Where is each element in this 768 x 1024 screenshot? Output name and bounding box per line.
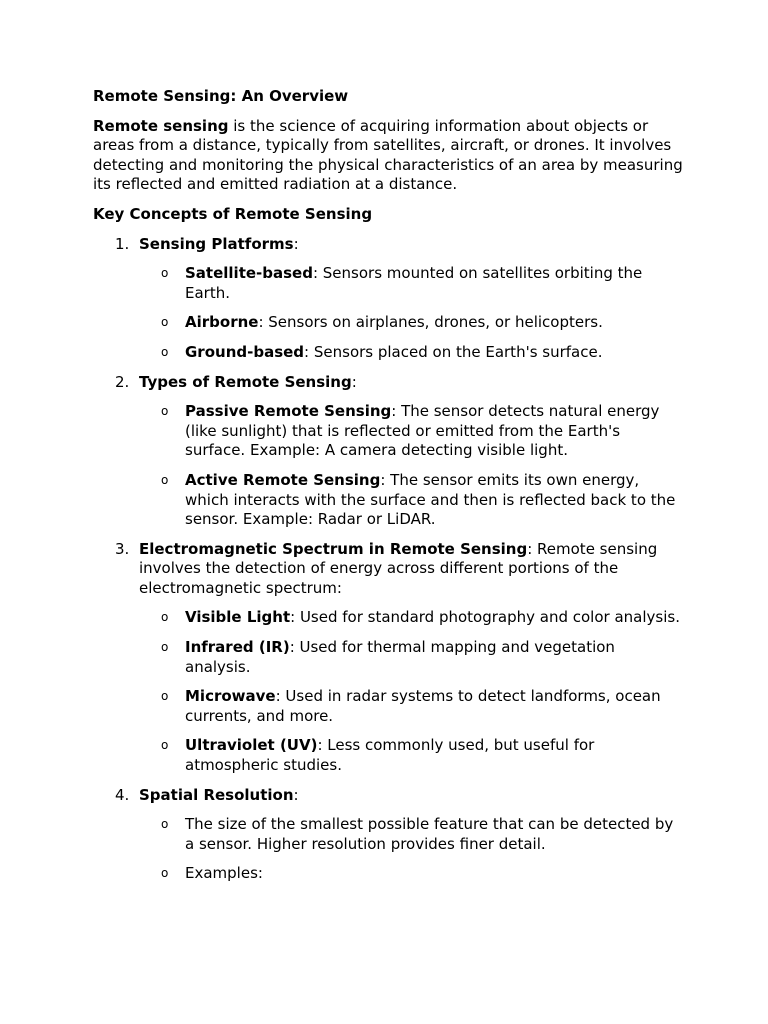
sub-list bbox=[139, 402, 683, 530]
sub-item-term: Active Remote Sensing bbox=[185, 470, 381, 489]
bullet-icon: o bbox=[161, 404, 169, 419]
sub-list-item bbox=[139, 313, 683, 333]
concept-text: : bbox=[293, 234, 299, 253]
bullet-icon: o bbox=[161, 344, 169, 359]
bullet-icon: o bbox=[161, 610, 169, 625]
concept-heading bbox=[139, 373, 683, 393]
sub-item-text: : Used in radar systems to detect landforms, ocean currents, and more. bbox=[185, 687, 661, 725]
concept-text: : bbox=[293, 785, 299, 804]
concept-number: 3. bbox=[115, 539, 130, 558]
sub-item-text: : Used for standard photography and color analysis. bbox=[290, 608, 680, 627]
concept-title: Types of Remote Sensing bbox=[139, 372, 352, 391]
sub-item-text: Examples: bbox=[185, 864, 263, 883]
sub-list-item bbox=[139, 638, 683, 677]
concept-number: 2. bbox=[115, 372, 130, 391]
sub-item-term: Airborne bbox=[185, 313, 259, 332]
intro-text: is the science of acquiring information about objects or areas from a distance, typically from satellites, aircraft, or drones. It involves detecting and monitoring the physical characteristics of an area by measuring its reflected and emitted radiation at a distance. bbox=[93, 116, 683, 194]
sub-list bbox=[139, 264, 683, 362]
sub-item-text: : Sensors placed on the Earth's surface. bbox=[304, 342, 603, 361]
sub-item-term: Visible Light bbox=[185, 608, 291, 627]
intro-term: Remote sensing bbox=[93, 116, 229, 135]
sub-list bbox=[139, 815, 683, 884]
sub-item-term: Satellite-based bbox=[185, 264, 313, 283]
concept-heading bbox=[139, 540, 683, 599]
document-title: Remote Sensing: An Overview bbox=[93, 87, 349, 105]
sub-item-term: Passive Remote Sensing bbox=[185, 402, 392, 421]
sub-item-text: The size of the smallest possible feature that can be detected by a sensor. Higher resolution provides finer detail. bbox=[185, 815, 674, 853]
sub-item-text: : Used for thermal mapping and vegetation analysis. bbox=[185, 638, 615, 676]
document-content bbox=[93, 87, 683, 894]
bullet-icon: o bbox=[161, 817, 169, 832]
sub-list-item bbox=[139, 264, 683, 303]
bullet-icon: o bbox=[161, 472, 169, 487]
sub-item-text: : The sensor emits its own energy, which interacts with the surface and then is reflected back to the sensor. Example: Radar or LiDAR. bbox=[185, 470, 676, 529]
bullet-icon: o bbox=[161, 866, 169, 881]
concept-text: : Remote sensing involves the detection of energy across different portions of the electromagnetic spectrum: bbox=[139, 539, 658, 597]
sub-item-text: : Less commonly used, but useful for atmospheric studies. bbox=[185, 736, 595, 775]
concept-title: Sensing Platforms bbox=[139, 234, 294, 253]
bullet-icon: o bbox=[161, 315, 169, 330]
sub-list bbox=[139, 608, 683, 775]
sub-item-text: : The sensor detects natural energy (like sunlight) that is reflected or emitted from the Earth's surface. Example: A camera detecting visible light. bbox=[185, 402, 660, 460]
concept-number: 1. bbox=[115, 234, 130, 253]
intro-paragraph bbox=[93, 117, 683, 195]
sub-list-item bbox=[139, 343, 683, 363]
sub-list-item bbox=[139, 608, 683, 628]
bullet-icon: o bbox=[161, 640, 169, 655]
concept-item bbox=[93, 786, 683, 884]
sub-item-text: : Sensors on airplanes, drones, or helicopters. bbox=[258, 313, 603, 332]
sub-item-term: Ground-based bbox=[185, 342, 305, 361]
sub-list-item bbox=[139, 815, 683, 854]
concept-text: : bbox=[351, 372, 357, 391]
sub-list-item bbox=[139, 736, 683, 775]
sub-item-term: Ultraviolet (UV) bbox=[185, 736, 318, 755]
concept-number: 4. bbox=[115, 785, 130, 804]
concept-item bbox=[93, 540, 683, 776]
concept-item bbox=[93, 235, 683, 363]
bullet-icon: o bbox=[161, 266, 169, 281]
concept-list bbox=[93, 235, 683, 884]
sub-item-text: : Sensors mounted on satellites orbiting the Earth. bbox=[185, 264, 643, 302]
section-heading: Key Concepts of Remote Sensing bbox=[93, 204, 373, 223]
sub-list-item bbox=[139, 864, 683, 884]
concept-heading bbox=[139, 786, 683, 806]
concept-heading bbox=[139, 235, 683, 255]
concept-item bbox=[93, 373, 683, 530]
sub-item-term: Infrared (IR) bbox=[185, 638, 290, 657]
bullet-icon: o bbox=[161, 689, 169, 704]
sub-list-item bbox=[139, 471, 683, 530]
sub-item-term: Microwave bbox=[185, 687, 276, 706]
sub-list-item bbox=[139, 687, 683, 726]
sub-list-item bbox=[139, 402, 683, 461]
bullet-icon: o bbox=[161, 738, 169, 753]
concept-title: Electromagnetic Spectrum in Remote Sensing bbox=[139, 539, 528, 558]
concept-title: Spatial Resolution bbox=[139, 785, 294, 804]
